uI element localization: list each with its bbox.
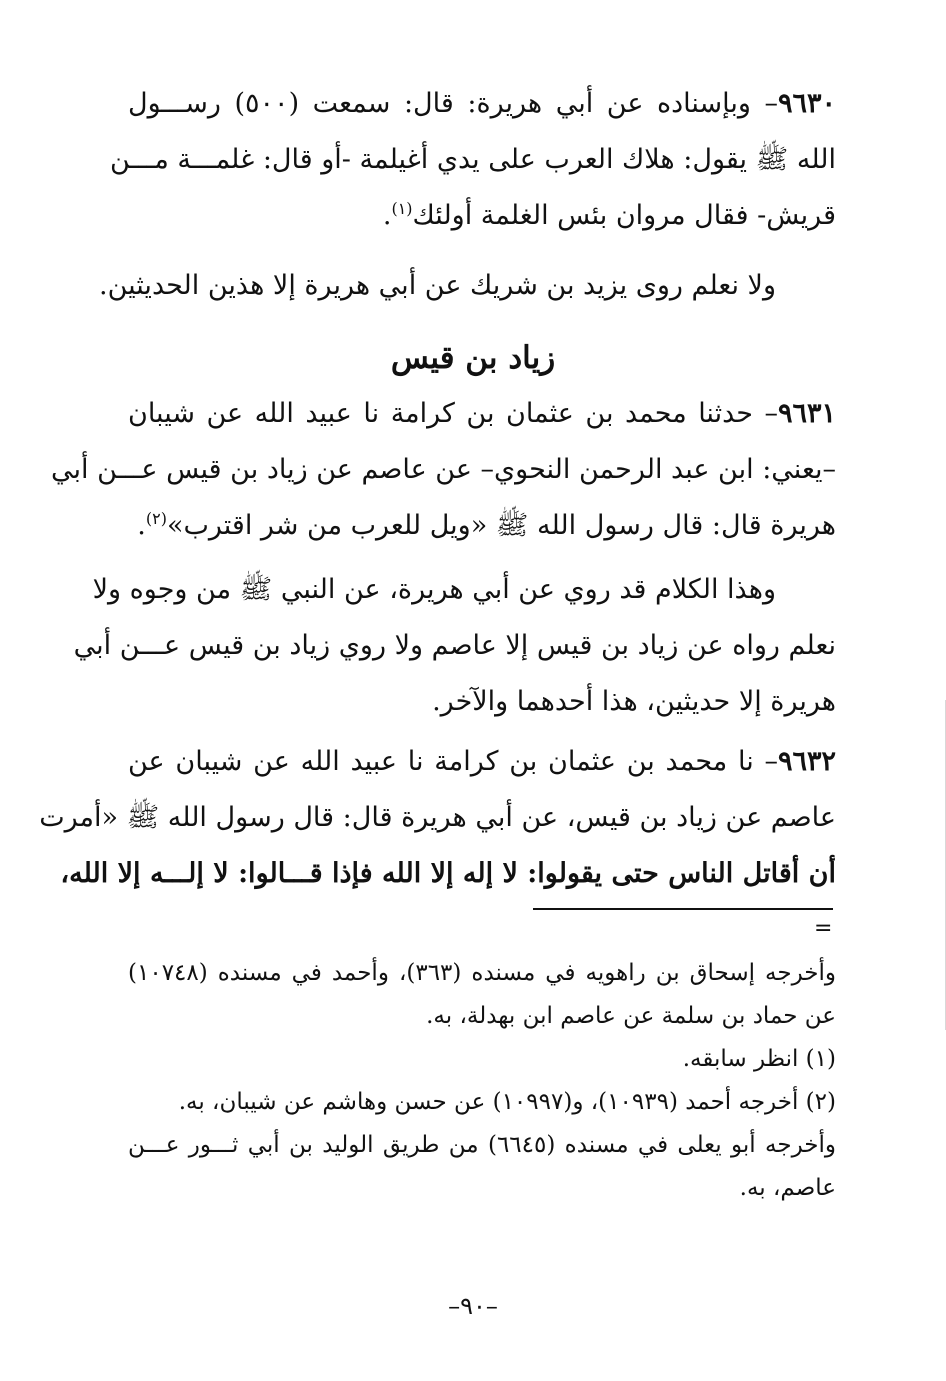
note-after-9631 [73,562,836,730]
footnote-ref-2[interactable]: (٢) [145,509,167,528]
continuation-mark: = [814,916,833,941]
hadith-9631-line-2: –يعني: ابن عبد الرحمن النحوي– عن عاصم عن زياد بن قيس عـــن أبي [51,454,836,485]
hadith-9631 [51,386,836,554]
hadith-number: ٩٦٣١ [777,398,836,429]
note-line-3: هريرة إلا حديثين، هذا أحدهما والآخر. [432,686,836,717]
footnote-line-1: وأخرجه إسحاق بن راهويه في مسنده (٣٦٣)، وأحمد في مسنده (١٠٧٤٨) [128,960,836,986]
note-after-9630 [99,258,836,314]
hadith-9631-line-1: ٩٦٣١– حدثنا محمد بن عثمان بن كرامة نا عبيد الله عن شيبان [128,398,836,429]
hadith-9630-line-3: قريش- فقال مروان بئس الغلمة أولئك$^{(١)}$. [382,199,836,231]
page-number: –٩٠– [448,1292,498,1320]
footnote-line-2: عن حماد بن سلمة عن عاصم ابن بهدلة، به. [426,1003,836,1029]
footnotes [128,952,836,1210]
footnote-line-5: وأخرجه أبو يعلى في مسنده (٦٦٤٥) من طريق الوليد بن أبي ثـــور عـــن [128,1132,836,1158]
footnote-1: (١) انظر سابقه. [682,1046,836,1072]
hadith-9632-line-2: عاصم عن زياد بن قيس، عن أبي هريرة قال: قال رسول الله ﷺ «أمرت [39,802,836,833]
hadith-9631-line-3: هريرة قال: قال رسول الله ﷺ «ويل للعرب من شر اقترب»$^{(٢)}$. [137,509,836,541]
section-heading: زياد بن قيس [390,340,556,376]
hadith-9632 [39,734,836,902]
hadith-9630 [110,76,836,244]
hadith-9632-line-1: ٩٦٣٢– نا محمد بن عثمان بن كرامة نا عبيد الله عن شيبان عن [128,746,836,777]
footnote-ref-1[interactable]: (١) [391,199,413,218]
hadith-9632-line-3: أن أقاتل الناس حتى يقولوا: لا إله إلا الله فإذا قـــالوا: لا إلـــه إلا الله، [60,858,836,889]
hadith-9630-line-1: ٩٦٣٠– وبإسناده عن أبي هريرة: قال: سمعت (٥٠٠) رســـول [128,88,836,119]
hadith-9630-line-2: الله ﷺ يقول: هلاك العرب على يدي أغيلمة -أو قال: غلمـــة مـــن [110,144,836,175]
footnote-separator [533,908,833,910]
note-line: ولا نعلم روى يزيد بن شريك عن أبي هريرة إلا هذين الحديثين. [99,270,776,301]
note-line-2: نعلم رواه عن زياد بن قيس إلا عاصم ولا روي زياد بن قيس عـــن أبي [73,630,836,661]
footnote-line-6: عاصم، به. [739,1175,836,1201]
note-line-1: وهذا الكلام قد روي عن أبي هريرة، عن النبي ﷺ من وجوه ولا [92,574,776,605]
footnote-2: (٢) أخرجه أحمد (١٠٩٣٩)، و(١٠٩٩٧) عن حسن وهاشم عن شيبان، به. [178,1089,836,1115]
hadith-number: ٩٦٣٠ [777,88,836,119]
hadith-number: ٩٦٣٢ [777,746,836,777]
